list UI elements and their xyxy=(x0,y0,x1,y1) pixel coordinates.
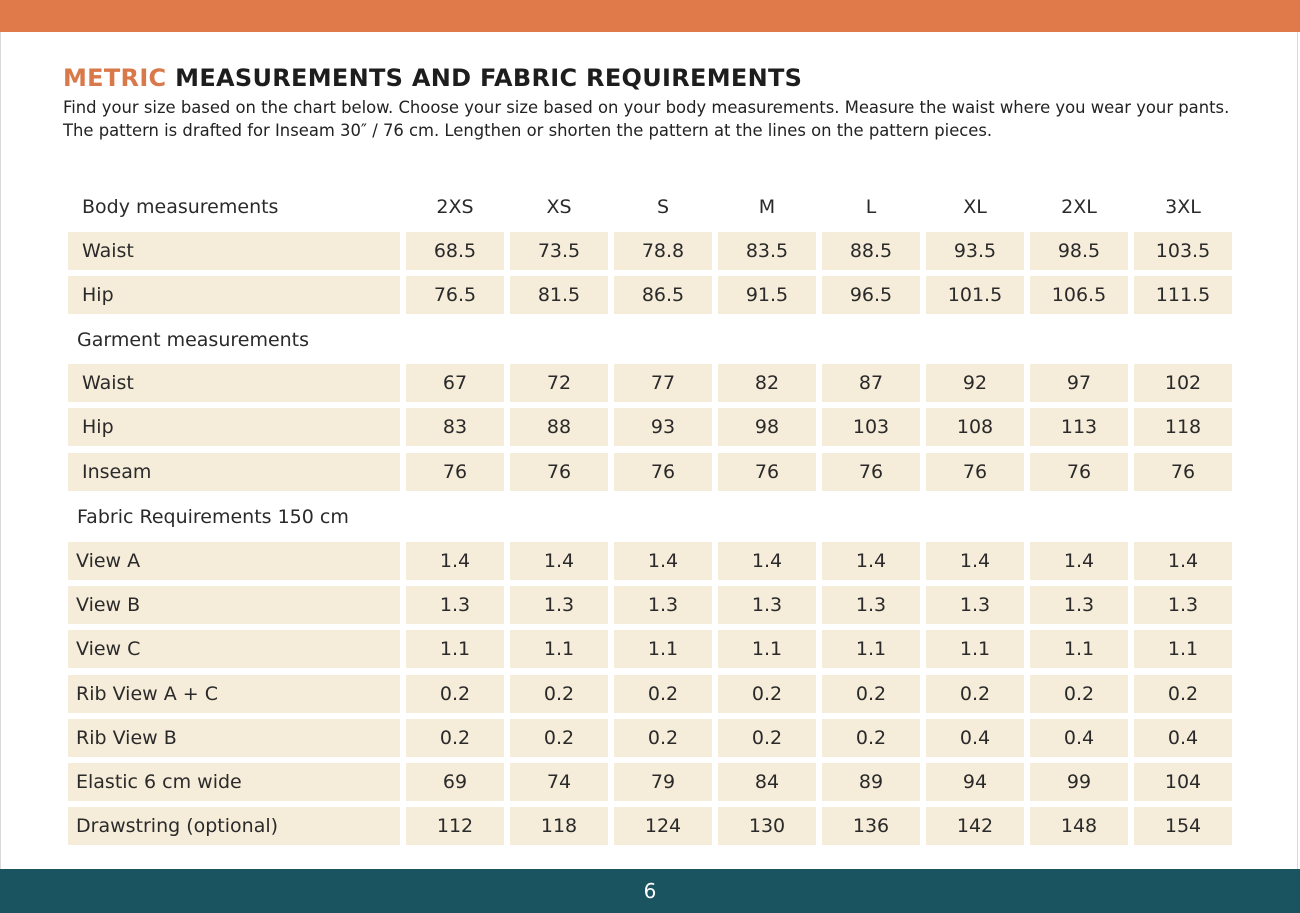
table-cell: 0.2 xyxy=(718,675,816,713)
table-cell: 106.5 xyxy=(1030,276,1128,314)
table-cell: 154 xyxy=(1134,807,1232,845)
table-cell: 104 xyxy=(1134,763,1232,801)
table-cell: 0.2 xyxy=(1134,675,1232,713)
page-footer xyxy=(0,869,1300,913)
table-cell: 103 xyxy=(822,408,920,446)
table-cell: 82 xyxy=(718,364,816,402)
table-cell: 136 xyxy=(822,807,920,845)
table-cell: 1.4 xyxy=(822,542,920,580)
intro-text: Find your size based on the chart below. Choose your size based on your body measurements. Measure the waist where you wear your pants. The pattern is drafted for Inseam 30″ / 76 cm. Lengthen or shorten the pattern at the lines on the pattern pieces. xyxy=(63,98,1230,140)
table-cell: 1.3 xyxy=(1030,586,1128,624)
table-cell: 94 xyxy=(926,763,1024,801)
table-cell: 88.5 xyxy=(822,232,920,270)
table-cell: 103.5 xyxy=(1134,232,1232,270)
size-header-l: L xyxy=(865,196,877,218)
row-label: Hip xyxy=(68,276,400,314)
table-cell: 99 xyxy=(1030,763,1128,801)
row-label: Waist xyxy=(68,232,400,270)
table-cell: 130 xyxy=(718,807,816,845)
table-cell: 76.5 xyxy=(406,276,504,314)
table-cell: 118 xyxy=(1134,408,1232,446)
table-cell: 102 xyxy=(1134,364,1232,402)
size-header-xs: XS xyxy=(546,196,572,218)
title-rest: MEASUREMENTS AND FABRIC REQUIREMENTS xyxy=(166,64,803,92)
table-cell: 111.5 xyxy=(1134,276,1232,314)
table-cell: 83 xyxy=(406,408,504,446)
table-cell: 98 xyxy=(718,408,816,446)
row-label: Hip xyxy=(68,408,400,446)
row-label: Rib View B xyxy=(68,719,400,757)
size-header-3xl: 3XL xyxy=(1165,196,1201,218)
row-label: Elastic 6 cm wide xyxy=(68,763,400,801)
table-cell: 83.5 xyxy=(718,232,816,270)
table-cell: 0.2 xyxy=(614,719,712,757)
table-cell: 92 xyxy=(926,364,1024,402)
table-cell: 1.3 xyxy=(1134,586,1232,624)
table-cell: 112 xyxy=(406,807,504,845)
table-cell: 1.1 xyxy=(718,630,816,668)
table-cell: 1.1 xyxy=(614,630,712,668)
table-cell: 74 xyxy=(510,763,608,801)
row-label: View A xyxy=(68,542,400,580)
table-cell: 0.4 xyxy=(1134,719,1232,757)
row-label: Rib View A + C xyxy=(68,675,400,713)
size-header-m: M xyxy=(758,196,776,218)
row-label: Inseam xyxy=(68,453,400,491)
section-title-2: Fabric Requirements 150 cm xyxy=(77,506,349,528)
table-cell: 1.1 xyxy=(1030,630,1128,668)
table-cell: 0.2 xyxy=(926,675,1024,713)
table-cell: 1.4 xyxy=(1030,542,1128,580)
table-cell: 1.4 xyxy=(614,542,712,580)
table-cell: 0.2 xyxy=(406,675,504,713)
table-cell: 93.5 xyxy=(926,232,1024,270)
row-label: Drawstring (optional) xyxy=(68,807,400,845)
table-cell: 0.2 xyxy=(822,675,920,713)
table-cell: 76 xyxy=(926,453,1024,491)
page-number: 6 xyxy=(643,879,657,903)
table-cell: 79 xyxy=(614,763,712,801)
table-cell: 76 xyxy=(510,453,608,491)
table-cell: 0.2 xyxy=(822,719,920,757)
table-cell: 0.2 xyxy=(1030,675,1128,713)
table-cell: 68.5 xyxy=(406,232,504,270)
title-accent: METRIC xyxy=(63,64,167,92)
table-cell: 0.2 xyxy=(406,719,504,757)
table-cell: 77 xyxy=(614,364,712,402)
table-cell: 96.5 xyxy=(822,276,920,314)
table-cell: 1.1 xyxy=(822,630,920,668)
table-cell: 148 xyxy=(1030,807,1128,845)
table-cell: 1.3 xyxy=(822,586,920,624)
table-cell: 89 xyxy=(822,763,920,801)
table-cell: 72 xyxy=(510,364,608,402)
table-cell: 78.8 xyxy=(614,232,712,270)
table-cell: 88 xyxy=(510,408,608,446)
row-label: View C xyxy=(68,630,400,668)
table-cell: 0.2 xyxy=(718,719,816,757)
table-cell: 91.5 xyxy=(718,276,816,314)
table-cell: 1.4 xyxy=(1134,542,1232,580)
table-cell: 1.3 xyxy=(406,586,504,624)
table-cell: 1.3 xyxy=(614,586,712,624)
section-title-1: Garment measurements xyxy=(77,329,310,351)
table-cell: 1.4 xyxy=(718,542,816,580)
table-cell: 84 xyxy=(718,763,816,801)
table-cell: 73.5 xyxy=(510,232,608,270)
table-cell: 0.2 xyxy=(614,675,712,713)
size-header-2xs: 2XS xyxy=(436,196,474,218)
table-cell: 1.3 xyxy=(510,586,608,624)
table-cell: 81.5 xyxy=(510,276,608,314)
row-label: Waist xyxy=(68,364,400,402)
table-cell: 101.5 xyxy=(926,276,1024,314)
table-cell: 1.3 xyxy=(718,586,816,624)
table-cell: 0.2 xyxy=(510,675,608,713)
table-cell: 1.1 xyxy=(510,630,608,668)
table-cell: 97 xyxy=(1030,364,1128,402)
table-cell: 1.4 xyxy=(926,542,1024,580)
table-cell: 93 xyxy=(614,408,712,446)
table-cell: 67 xyxy=(406,364,504,402)
table-cell: 0.2 xyxy=(510,719,608,757)
table-cell: 76 xyxy=(1030,453,1128,491)
table-cell: 0.4 xyxy=(926,719,1024,757)
table-cell: 1.1 xyxy=(1134,630,1232,668)
table-cell: 1.1 xyxy=(406,630,504,668)
table-cell: 118 xyxy=(510,807,608,845)
table-cell: 0.4 xyxy=(1030,719,1128,757)
table-cell: 1.1 xyxy=(926,630,1024,668)
table-cell: 76 xyxy=(406,453,504,491)
table-cell: 108 xyxy=(926,408,1024,446)
size-header-s: S xyxy=(656,196,670,218)
table-cell: 76 xyxy=(614,453,712,491)
table-cell: 1.4 xyxy=(406,542,504,580)
table-cell: 1.4 xyxy=(510,542,608,580)
table-cell: 76 xyxy=(1134,453,1232,491)
section-title-body-measurements: Body measurements xyxy=(82,196,279,218)
size-header-xl: XL xyxy=(963,196,987,218)
table-cell: 76 xyxy=(822,453,920,491)
table-cell: 124 xyxy=(614,807,712,845)
table-cell: 76 xyxy=(718,453,816,491)
table-cell: 87 xyxy=(822,364,920,402)
table-cell: 98.5 xyxy=(1030,232,1128,270)
size-header-2xl: 2XL xyxy=(1061,196,1097,218)
table-cell: 113 xyxy=(1030,408,1128,446)
row-label: View B xyxy=(68,586,400,624)
table-cell: 142 xyxy=(926,807,1024,845)
table-cell: 1.3 xyxy=(926,586,1024,624)
table-cell: 69 xyxy=(406,763,504,801)
table-cell: 86.5 xyxy=(614,276,712,314)
